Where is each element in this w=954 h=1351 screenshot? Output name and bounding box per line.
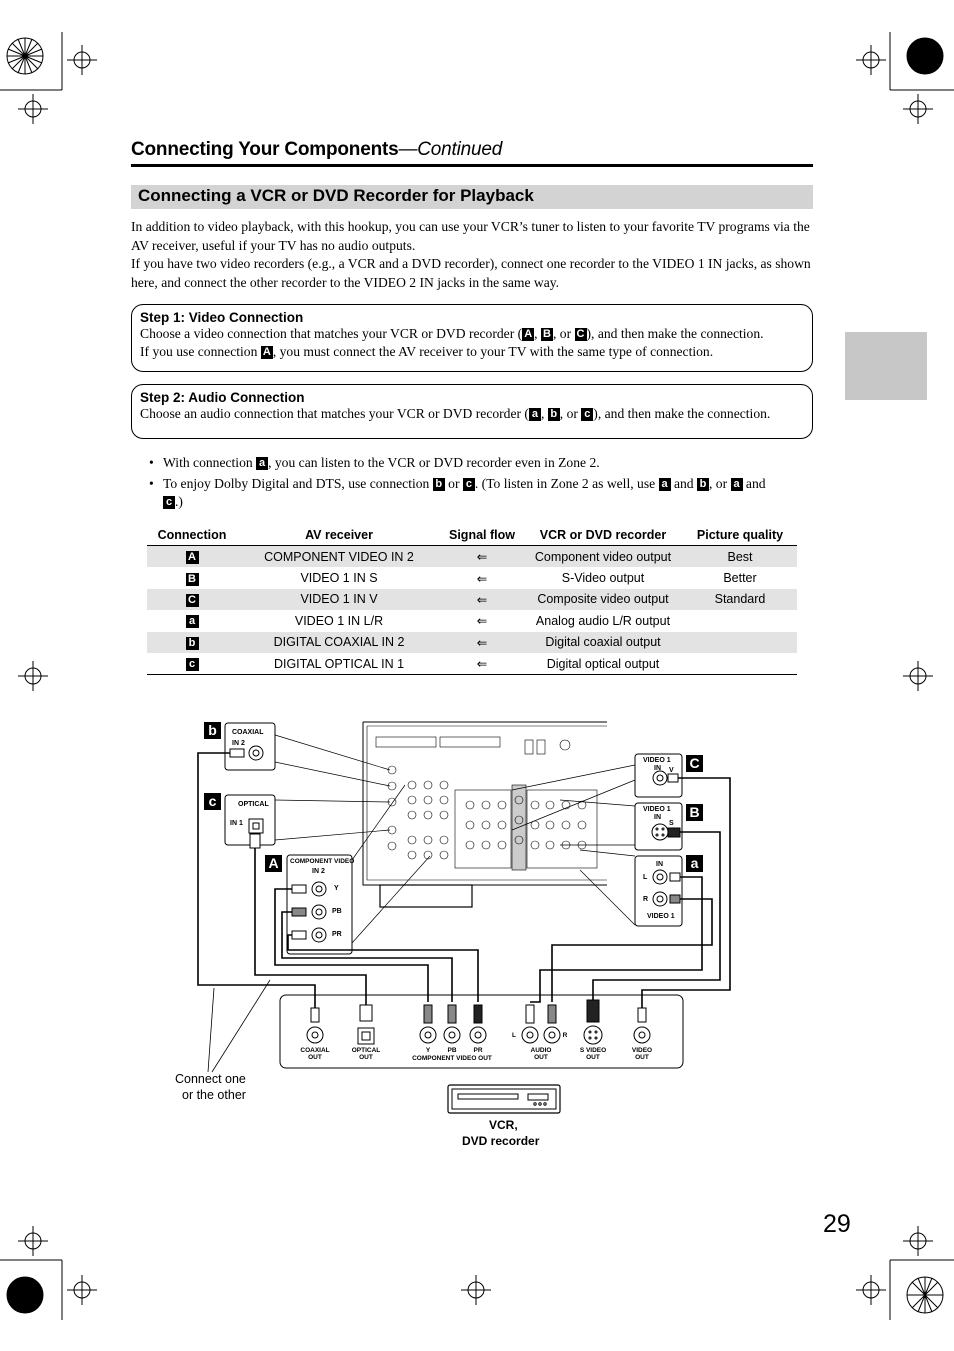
connect-note-line1: Connect one	[175, 1072, 246, 1086]
video1-v-label: VIDEO 1	[643, 757, 671, 764]
col-signal-flow: Signal flow	[441, 526, 523, 546]
audio-in-label: IN	[656, 861, 663, 868]
cell-recorder: Digital optical output	[523, 653, 683, 675]
cell-quality: Standard	[683, 589, 797, 610]
conn-tag: C	[186, 594, 199, 607]
tag-A: A	[265, 855, 282, 872]
out-optical-label: OPTICAL OUT	[351, 1047, 381, 1061]
tag-c: c	[204, 793, 221, 810]
cell-receiver: VIDEO 1 IN L/R	[294, 613, 384, 628]
tag-C: C	[686, 755, 703, 772]
cell-quality: Best	[683, 546, 797, 568]
bullet-zone2: • With connection a , you can listen to the VCR or DVD recorder even in Zone 2.	[149, 454, 809, 472]
device-label-line2: DVD recorder	[462, 1134, 540, 1148]
col-picture-quality: Picture quality	[683, 526, 797, 546]
optical-label: OPTICAL	[238, 801, 269, 808]
audio-video1-label: VIDEO 1	[647, 913, 675, 920]
out-coaxial-label: COAXIAL OUT	[300, 1047, 330, 1061]
conn-tag: A	[186, 551, 199, 564]
cell-recorder: Analog audio L/R output	[535, 613, 671, 628]
v-label: V	[669, 767, 674, 774]
step2-text: Choose an audio connection that matches your VCR or DVD recorder ( a , b , or c ), and then make the connection.	[140, 406, 771, 421]
video1-v-in-label: IN	[654, 765, 661, 772]
device-label-line1: VCR,	[489, 1118, 518, 1132]
out-svideo-label: S VIDEO OUT	[579, 1047, 607, 1061]
cell-receiver: VIDEO 1 IN S	[300, 571, 378, 586]
component-pr-label: PR	[332, 931, 342, 938]
tag-B: B	[686, 804, 703, 821]
cell-recorder: S-Video output	[561, 571, 645, 586]
cell-flow: ⇐	[441, 632, 523, 653]
cell-receiver: DIGITAL COAXIAL IN 2	[237, 632, 441, 653]
connect-note-line2: or the other	[182, 1088, 246, 1102]
cell-flow: ⇐	[476, 614, 488, 629]
tag-a: a	[686, 855, 703, 872]
col-connection: Connection	[147, 526, 237, 546]
conn-tag: b	[186, 637, 199, 650]
step1-text: Choose a video connection that matches your VCR or DVD recorder ( A , B , or C ), and then make the connection. If you use connection A , you must connect the AV receiver to your TV with the same type of connection.	[140, 326, 764, 359]
col-av-receiver: AV receiver	[237, 526, 441, 546]
out-y-label: Y	[425, 1047, 431, 1054]
vcr-device-icon	[448, 1085, 560, 1113]
chapter-title: Connecting Your Components—Continued	[131, 139, 503, 160]
step2-title: Step 2: Audio Connection	[140, 390, 305, 405]
out-pb-label: PB	[447, 1047, 457, 1054]
out-pr-label: PR	[473, 1047, 483, 1054]
cell-flow: ⇐	[441, 653, 523, 675]
audio-r-label: R	[643, 896, 649, 903]
cell-flow: ⇐	[441, 546, 523, 568]
cell-flow: ⇐	[476, 571, 488, 586]
intro-paragraph-2: If you have two video recorders (e.g., a VCR and a DVD recorder), connect one recorder to the VIDEO 1 IN jacks, as shown here, and connect the other recorder to the VIDEO 2 IN jacks in the same way.	[131, 256, 811, 290]
out-component-label: COMPONENT VIDEO OUT	[412, 1055, 492, 1062]
component-pb-label: PB	[332, 908, 342, 915]
bullet-dolby: • To enjoy Dolby Digital and DTS, use connection b or c . (To listen in Zone 2 as well, use a and b , or a and c .)	[149, 475, 809, 511]
cell-recorder: Digital coaxial output	[523, 632, 683, 653]
coaxial-label: COAXIAL	[232, 729, 264, 736]
page-number: 29	[823, 1210, 851, 1238]
col-recorder: VCR or DVD recorder	[523, 526, 683, 546]
conn-tag: a	[186, 615, 199, 628]
step1-title: Step 1: Video Connection	[140, 310, 304, 325]
coaxial-in-label: IN 2	[232, 740, 245, 747]
optical-in-label: IN 1	[230, 820, 243, 827]
receiver-rear-panel	[363, 722, 607, 907]
cell-recorder: Component video output	[523, 546, 683, 568]
out-r-label: R	[562, 1032, 568, 1039]
video1-s-in-label: IN	[654, 814, 661, 821]
out-video-label: VIDEO OUT	[631, 1047, 653, 1061]
chapter-suffix: —Continued	[398, 139, 503, 160]
tag-b: b	[204, 722, 221, 739]
s-label: S	[669, 820, 674, 827]
section-title: Connecting a VCR or DVD Recorder for Playback	[138, 186, 534, 205]
cell-recorder: Composite video output	[523, 589, 683, 610]
audio-l-label: L	[643, 874, 648, 881]
component-y-label: Y	[334, 885, 339, 892]
intro-paragraph-1: In addition to video playback, with this hookup, you can use your VCR’s tuner to listen to your favorite TV programs via the AV receiver, useful if your TV has no audio outputs.	[131, 219, 810, 253]
cell-receiver: DIGITAL OPTICAL IN 1	[237, 653, 441, 675]
cell-receiver: VIDEO 1 IN V	[237, 589, 441, 610]
conn-tag: c	[186, 658, 199, 671]
component-in-label: IN 2	[312, 868, 325, 875]
conn-tag: B	[186, 573, 199, 586]
cell-receiver: COMPONENT VIDEO IN 2	[237, 546, 441, 568]
out-l-label: L	[512, 1032, 516, 1039]
cell-flow: ⇐	[441, 589, 523, 610]
video1-s-label: VIDEO 1	[643, 806, 671, 813]
component-label: COMPONENT VIDEO	[290, 858, 355, 865]
out-audio-label: AUDIO OUT	[530, 1047, 552, 1061]
cell-quality: Better	[723, 571, 757, 586]
